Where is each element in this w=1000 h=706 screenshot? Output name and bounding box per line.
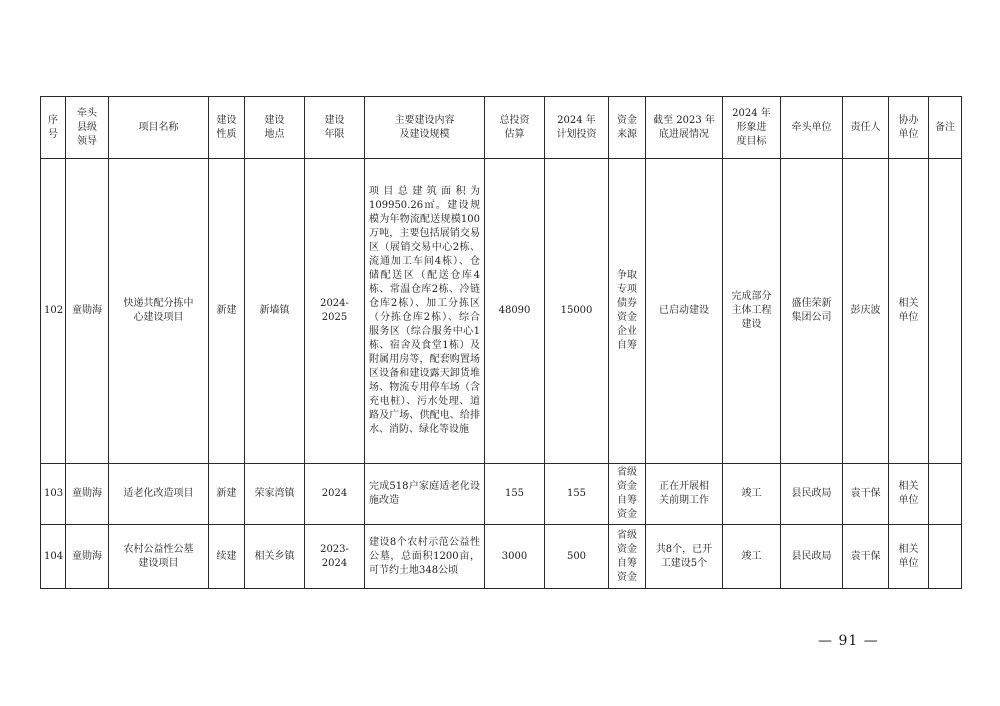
cell-person: 袁干保 <box>843 525 889 589</box>
cell-location: 荣家湾镇 <box>245 464 305 525</box>
cell-target: 竣工 <box>723 525 781 589</box>
cell-nature: 新建 <box>209 464 245 525</box>
cell-remark <box>929 159 962 464</box>
header-unit: 牵头单位 <box>781 97 843 159</box>
header-period: 建设 年限 <box>305 97 365 159</box>
cell-nature: 续建 <box>209 525 245 589</box>
project-table <box>40 96 962 589</box>
cell-leader: 童勋海 <box>66 525 109 589</box>
cell-no: 103 <box>41 464 66 525</box>
cell-assist: 相关 单位 <box>889 525 929 589</box>
cell-content: 项目总建筑面积为109950.26㎡。建设规模为年物流配送规模100万吨，主要包括展销交易区（展销交易中心2栋、流通加工车间4栋）、仓储配送区（配送仓库4栋、常温仓库2栋、冷链仓库2栋）、加工分拣区（分拣仓库2栋）、综合服务区（综合服务中心1栋、宿舍及食堂1栋）及附属用房等，配套购置场区设备和建设露天卸货堆场、物流专用停车场（含充电桩）、污水处理、道路及广场、供配电、给排水、消防、绿化等设施 <box>365 159 485 464</box>
cell-total: 3000 <box>485 525 545 589</box>
cell-remark <box>929 525 962 589</box>
cell-content: 完成518户家庭适老化设施改造 <box>365 464 485 525</box>
cell-target: 竣工 <box>723 464 781 525</box>
cell-nature: 新建 <box>209 159 245 464</box>
cell-fund: 争取 专项 债券 资金 企业 自筹 <box>609 159 646 464</box>
header-plan2024: 2024 年 计划投资 <box>545 97 609 159</box>
header-progress: 截至 2023 年 底进展情况 <box>646 97 723 159</box>
cell-fund: 省级 资金 自筹 资金 <box>609 525 646 589</box>
cell-person: 袁干保 <box>843 464 889 525</box>
cell-progress: 正在开展相 关前期工作 <box>646 464 723 525</box>
cell-unit: 县民政局 <box>781 525 843 589</box>
cell-person: 彭庆波 <box>843 159 889 464</box>
cell-assist: 相关 单位 <box>889 159 929 464</box>
cell-location: 新墙镇 <box>245 159 305 464</box>
header-fund: 资金 来源 <box>609 97 646 159</box>
cell-unit: 县民政局 <box>781 464 843 525</box>
header-target: 2024 年 形象进 度目标 <box>723 97 781 159</box>
cell-no: 104 <box>41 525 66 589</box>
header-total: 总投资 估算 <box>485 97 545 159</box>
cell-plan2024: 500 <box>545 525 609 589</box>
cell-leader: 童勋海 <box>66 159 109 464</box>
cell-location: 相关乡镇 <box>245 525 305 589</box>
cell-plan2024: 15000 <box>545 159 609 464</box>
table-row <box>41 159 962 464</box>
header-leader: 牵头 县级 领导 <box>66 97 109 159</box>
header-remark: 备注 <box>929 97 962 159</box>
cell-name: 农村公益性公墓 建设项目 <box>109 525 209 589</box>
cell-remark <box>929 464 962 525</box>
cell-progress: 共8个，已开 工建设5个 <box>646 525 723 589</box>
table-row <box>41 464 962 525</box>
cell-total: 48090 <box>485 159 545 464</box>
cell-plan2024: 155 <box>545 464 609 525</box>
cell-period: 2023-2024 <box>305 525 365 589</box>
cell-unit: 盛佳荣新 集团公司 <box>781 159 843 464</box>
cell-progress: 已启动建设 <box>646 159 723 464</box>
cell-fund: 省级 资金 自筹 资金 <box>609 464 646 525</box>
table-row <box>41 525 962 589</box>
cell-no: 102 <box>41 159 66 464</box>
cell-total: 155 <box>485 464 545 525</box>
cell-content: 建设8个农村示范公益性公墓，总面积1200亩，可节约土地348公顷 <box>365 525 485 589</box>
header-location: 建设 地点 <box>245 97 305 159</box>
cell-period: 2024 <box>305 464 365 525</box>
cell-period: 2024-2025 <box>305 159 365 464</box>
cell-name: 适老化改造项目 <box>109 464 209 525</box>
cell-target: 完成部分 主体工程 建设 <box>723 159 781 464</box>
header-assist: 协办 单位 <box>889 97 929 159</box>
cell-name: 快递共配分拣中 心建设项目 <box>109 159 209 464</box>
header-no: 序 号 <box>41 97 66 159</box>
header-nature: 建设 性质 <box>209 97 245 159</box>
page-number: — 91 — <box>818 633 879 649</box>
header-person: 责任人 <box>843 97 889 159</box>
header-content: 主要建设内容 及建设规模 <box>365 97 485 159</box>
cell-assist: 相关 单位 <box>889 464 929 525</box>
table-header-row <box>41 97 962 159</box>
header-name: 项目名称 <box>109 97 209 159</box>
cell-leader: 童勋海 <box>66 464 109 525</box>
